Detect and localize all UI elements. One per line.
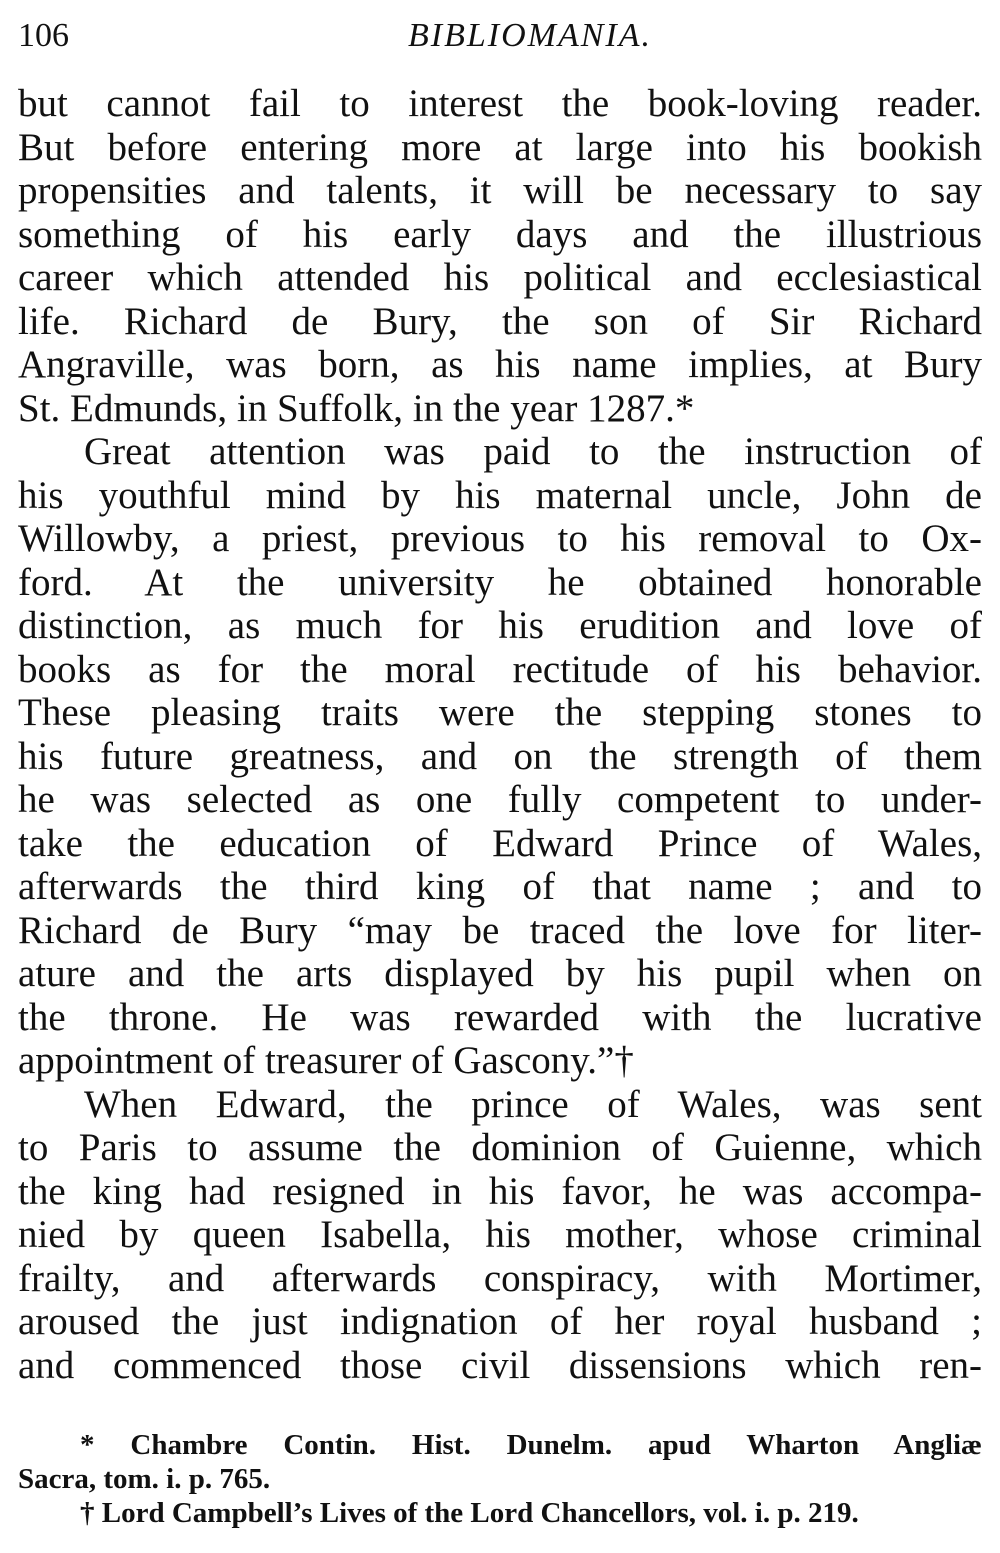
text-line: ford. At the university he obtained honorable xyxy=(18,560,982,604)
text-line: his future greatness, and on the strength of them xyxy=(18,734,982,778)
body-text xyxy=(18,82,982,1387)
text-line: take the education of Edward Prince of Wales, xyxy=(18,821,982,865)
text-line: something of his early days and the illustrious xyxy=(18,212,982,256)
text-line: Richard de Bury “may be traced the love for liter- xyxy=(18,908,982,952)
running-title: BIBLIOMANIA. xyxy=(407,17,652,54)
text-line: ature and the arts displayed by his pupil when on xyxy=(18,952,982,995)
text-line: books as for the moral rectitude of his behavior. xyxy=(18,647,982,691)
running-head xyxy=(18,14,982,62)
text-line: he was selected as one fully competent to under- xyxy=(18,778,982,821)
text-line: life. Richard de Bury, the son of Sir Richard xyxy=(18,299,982,343)
paragraph-start-line: Great attention was paid to the instruction of xyxy=(84,430,982,473)
footnote-line: * Chambre Contin. Hist. Dunelm. apud Wharton Angliæ xyxy=(80,1429,982,1461)
text-line: These pleasing traits were the stepping stones to xyxy=(18,691,982,734)
page-number: 106 xyxy=(18,17,69,54)
text-line: afterwards the third king of that name ; and to xyxy=(18,865,982,908)
text-line: Willowby, a priest, previous to his removal to Ox- xyxy=(18,517,982,560)
text-line: his youthful mind by his maternal uncle, John de xyxy=(18,473,982,517)
text-line: But before entering more at large into his bookish xyxy=(18,125,982,169)
text-line: to Paris to assume the dominion of Guienne, which xyxy=(18,1126,982,1169)
text-line: distinction, as much for his erudition and love of xyxy=(18,604,982,647)
paragraph-start-line: When Edward, the prince of Wales, was sent xyxy=(84,1082,982,1126)
text-line: nied by queen Isabella, his mother, whose criminal xyxy=(18,1213,982,1256)
text-line: the king had resigned in his favor, he was accompa- xyxy=(18,1169,982,1213)
footnote-line: Sacra, tom. i. p. 765. xyxy=(18,1463,271,1495)
text-line: but cannot fail to interest the book-loving reader. xyxy=(18,82,982,125)
text-line: career which attended his political and ecclesiastical xyxy=(18,256,982,299)
text-line: propensities and talents, it will be necessary to say xyxy=(18,169,982,212)
text-line: St. Edmunds, in Suffolk, in the year 1287.* xyxy=(18,386,695,430)
text-line: and commenced those civil dissensions which ren- xyxy=(18,1343,982,1387)
footnote-line: † Lord Campbell’s Lives of the Lord Chancellors, vol. i. p. 219. xyxy=(80,1497,859,1529)
text-line: Angraville, was born, as his name implies, at Bury xyxy=(18,343,982,386)
text-line: aroused the just indignation of her royal husband ; xyxy=(18,1300,982,1343)
text-line: the throne. He was rewarded with the lucrative xyxy=(18,995,982,1039)
text-line: frailty, and afterwards conspiracy, with Mortimer, xyxy=(18,1256,982,1300)
text-line: appointment of treasurer of Gascony.”† xyxy=(18,1039,634,1082)
footnotes xyxy=(18,1428,982,1530)
